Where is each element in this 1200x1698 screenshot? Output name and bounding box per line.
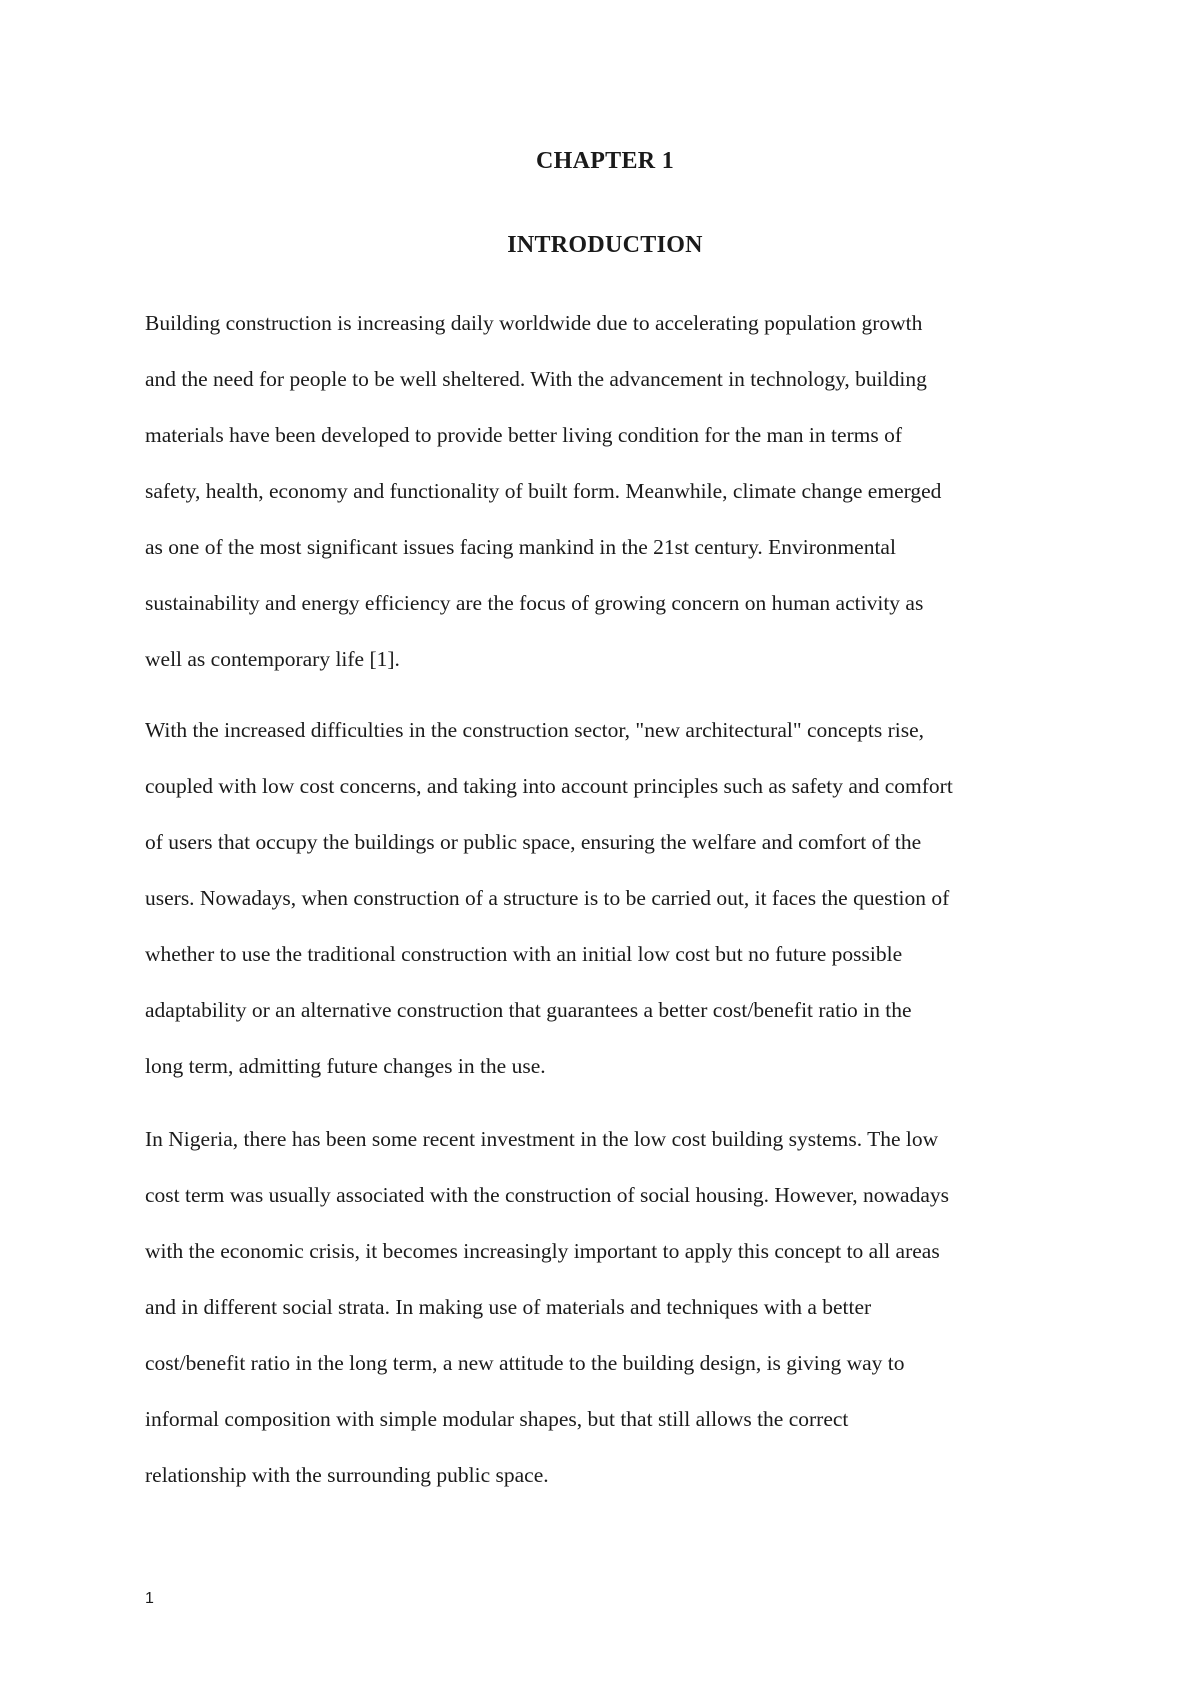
- paragraph-line: of users that occupy the buildings or public space, ensuring the welfare and comfort of the: [145, 830, 922, 854]
- paragraph-line: With the increased difficulties in the construction sector, "new architectural" concepts rise,: [145, 718, 924, 742]
- page-number: 1: [145, 1590, 154, 1607]
- paragraph-line: whether to use the traditional construction with an initial low cost but no future possible: [145, 942, 903, 966]
- paragraph-line: users. Nowadays, when construction of a structure is to be carried out, it faces the question of: [145, 886, 950, 910]
- section-title: INTRODUCTION: [507, 232, 703, 258]
- paragraph-line: In Nigeria, there has been some recent investment in the low cost building systems. The low: [145, 1127, 939, 1151]
- paragraph-line: with the economic crisis, it becomes increasingly important to apply this concept to all areas: [145, 1239, 940, 1263]
- paragraph-line: materials have been developed to provide better living condition for the man in terms of: [145, 423, 903, 447]
- paragraph-line: coupled with low cost concerns, and taking into account principles such as safety and comfort: [145, 774, 953, 798]
- paragraph-line: relationship with the surrounding public space.: [145, 1463, 549, 1487]
- paragraph-line: sustainability and energy efficiency are the focus of growing concern on human activity as: [145, 591, 924, 615]
- paragraph-line: long term, admitting future changes in the use.: [145, 1054, 546, 1078]
- paragraph-line: informal composition with simple modular shapes, but that still allows the correct: [145, 1407, 849, 1431]
- paragraph-line: and in different social strata. In making use of materials and techniques with a better: [145, 1295, 872, 1319]
- paragraph-line: cost/benefit ratio in the long term, a new attitude to the building design, is giving way to: [145, 1351, 905, 1375]
- paragraph-line: cost term was usually associated with the construction of social housing. However, nowadays: [145, 1183, 950, 1207]
- chapter-title: CHAPTER 1: [535, 148, 675, 174]
- paragraph-line: as one of the most significant issues facing mankind in the 21st century. Environmental: [145, 535, 896, 559]
- paragraph-line: adaptability or an alternative construction that guarantees a better cost/benefit ratio in the: [145, 998, 912, 1022]
- paragraph-line: safety, health, economy and functionality of built form. Meanwhile, climate change emerged: [145, 479, 942, 503]
- paragraph-line: well as contemporary life [1].: [145, 647, 400, 671]
- paragraph-line: Building construction is increasing daily worldwide due to accelerating population growth: [145, 311, 923, 335]
- paragraph-line: and the need for people to be well sheltered. With the advancement in technology, building: [145, 367, 927, 391]
